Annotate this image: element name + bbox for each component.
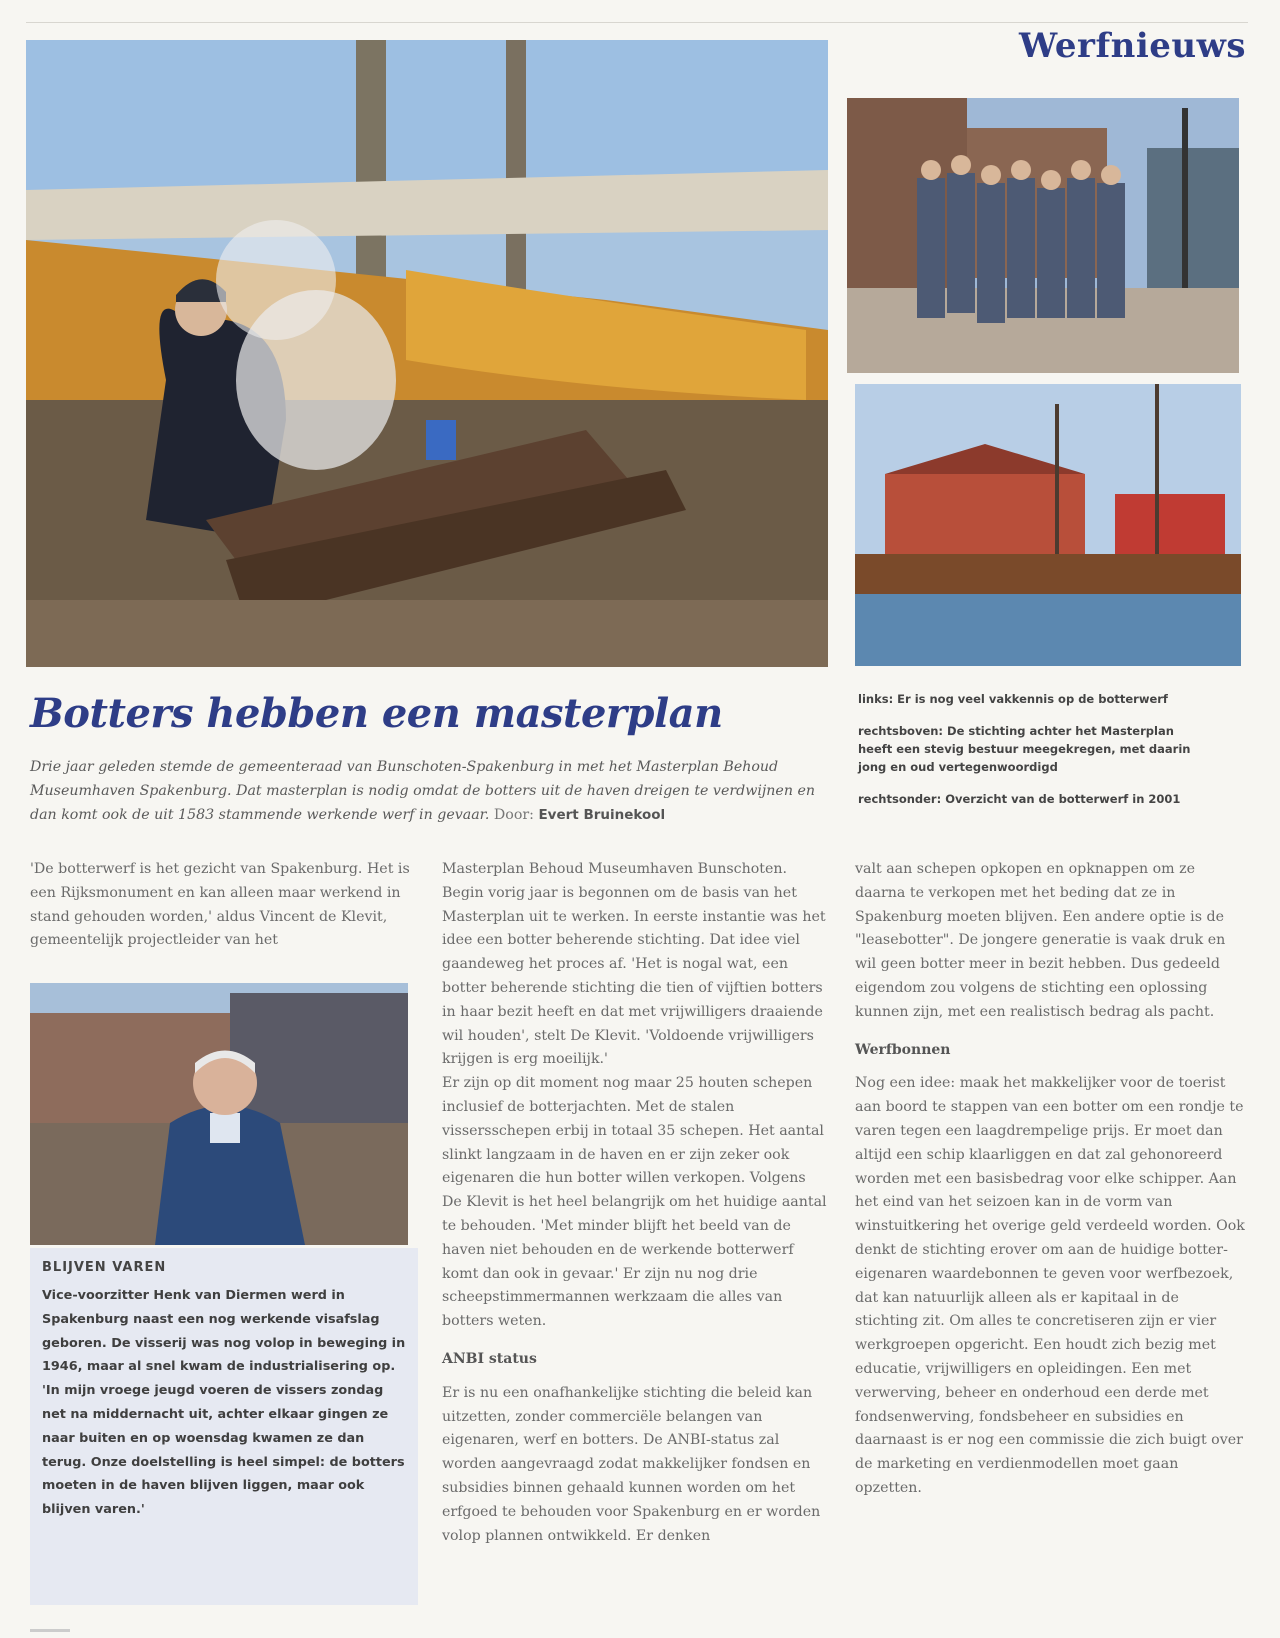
intro-text: Drie jaar geleden stemde de gemeenteraad van Bunschoten-Spakenburg in met het Masterplan Behoud Museumhaven Spakenburg. Dat masterplan is nodig omdat de botters uit de haven dreigen te verdwijnen en dan komt ook de uit 1583 stammende werkende werf in gevaar. bbox=[30, 759, 815, 823]
main-photo-shipwright bbox=[26, 40, 828, 667]
top-rule bbox=[26, 22, 1248, 23]
sidebar-blijven-varen bbox=[30, 1248, 418, 1605]
col1-paragraph: 'De botterwerf is het gezicht van Spakenburg. Het is een Rijksmonument en kan alleen maar werkend in stand gehouden worden,' aldus Vincent de Klevit, gemeentelijk projectleider van het bbox=[30, 861, 410, 949]
col2-subheading: ANBI status bbox=[442, 1350, 537, 1367]
col2-paragraph-3: Er is nu een onafhankelijke stichting die beleid kan uitzetten, zonder commerciële belangen van eigenaren, werf en botters. De ANBI-status zal worden aangevraagd zodat makkelijker fondsen en subsidies binnen gehaald kunnen worden om het erfgoed te behouden voor Spakenburg en er worden volop plannen ontwikkeld. Er denken bbox=[442, 1384, 821, 1544]
sidebar-title: BLIJVEN VAREN bbox=[42, 1260, 167, 1275]
sidebar-body: Vice-voorzitter Henk van Diermen werd in Spakenburg naast een nog werkende visafslag geboren. De visserij was nog volop in beweging in 1946, maar al snel kwam de industrialisering op. 'In mijn vroege jeugd voeren de vissers zondag net na middernacht uit, achter elkaar gingen ze naar buiten en op woensdag kwamen ze dan terug. Onze doelstelling is heel simpel: de botters moeten in de haven blijven liggen, maar ook blijven varen.' bbox=[42, 1288, 406, 1518]
section-title: Werfnieuws bbox=[1019, 26, 1246, 66]
byline-label: Door: bbox=[493, 807, 534, 823]
caption-left: links: Er is nog veel vakkennis op de botterwerf bbox=[858, 692, 1168, 706]
article-intro bbox=[30, 755, 830, 827]
photo-harbour-overview bbox=[855, 384, 1241, 666]
col3-paragraph-1: valt aan schepen opkopen en opknappen om ze daarna te verkopen met het beding dat ze in Spakenburg moeten blijven. Een andere optie is de "leasebotter". De jongere generatie is vaak druk en wil geen botter meer in bezit hebben. Dus gedeeld eigendom zou volgens de stichting een oplossing kunnen zijn, met een realistisch bedrag als pacht. bbox=[855, 861, 1226, 1020]
photo-henk-van-diermen bbox=[30, 983, 408, 1245]
col2-paragraph-1: Masterplan Behoud Museumhaven Bunschoten. Begin vorig jaar is begonnen om de basis van het Masterplan uit te werken. In eerste instantie was het idee een botter beherende stichting. Dat idee viel gaandeweg het proces af. 'Het is nogal wat, een botter beherende stichting die tien of vijftien botters in haar bezit heeft en dat met vrijwilligers draaiende wil houden', stelt De Klevit. 'Voldoende vrijwilligers krijgen is erg moeilijk.' bbox=[442, 861, 826, 1068]
article-headline: Botters hebben een masterplan bbox=[30, 690, 723, 737]
col3-paragraph-2: Nog een idee: maak het makkelijker voor de toerist aan boord te stappen van een botter om een rondje te varen tegen een laagdrempelige prijs. Er moet dan altijd een schip klaarliggen en dat zal gehonoreerd worden met een basisbedrag voor elke schipper. Aan het eind van het seizoen kan in de vorm van winstuitkering het overige geld verdeeld worden. Ook denkt de stichting erover om aan de huidige botter-eigenaren waardebonnen te geven voor werfbezoek, dat kan natuurlijk alleen als er kapitaal in de stichting zit. Om alles te concretiseren zijn er vier werkgroepen opgericht. Een houdt zich bezig met educatie, vrijwilligers en opleidingen. Een met verwerving, beheer en onderhoud een derde met fondsenwerving, fondsbeheer en subsidies en daarnaast is er nog een commissie die zich buigt over de marketing en verdienmodellen moet gaan opzetten. bbox=[855, 1075, 1245, 1496]
column-3 bbox=[855, 858, 1245, 1501]
byline-author: Evert Bruinekool bbox=[538, 807, 666, 823]
col2-paragraph-2: Er zijn op dit moment nog maar 25 houten schepen inclusief de botterjachten. Met de stalen vissersschepen erbij in totaal 35 schepen. Het aantal slinkt langzaam in de haven en er zijn zeker ook eigenaren die hun botter willen verkopen. Volgens De Klevit is het heel belangrijk om het huidige aantal te behouden. 'Met minder blijft het beeld van de haven niet behouden en de werkende botterwerf komt dan ook in gevaar.' Er zijn nu nog drie scheepstimmermannen werkzaam die alles van botters weten. bbox=[442, 1075, 827, 1330]
column-1 bbox=[30, 858, 420, 953]
page-footer-mark bbox=[30, 1629, 70, 1632]
photo-captions bbox=[858, 690, 1203, 822]
col3-subheading: Werfbonnen bbox=[855, 1041, 951, 1058]
caption-bottom-right: rechtsonder: Overzicht van de botterwerf in 2001 bbox=[858, 792, 1181, 806]
column-2 bbox=[442, 858, 828, 1548]
photo-board-members bbox=[847, 98, 1239, 373]
caption-top-right: rechtsboven: De stichting achter het Masterplan heeft een stevig bestuur meegekregen, met daarin jong en oud vertegenwoordigd bbox=[858, 724, 1191, 774]
